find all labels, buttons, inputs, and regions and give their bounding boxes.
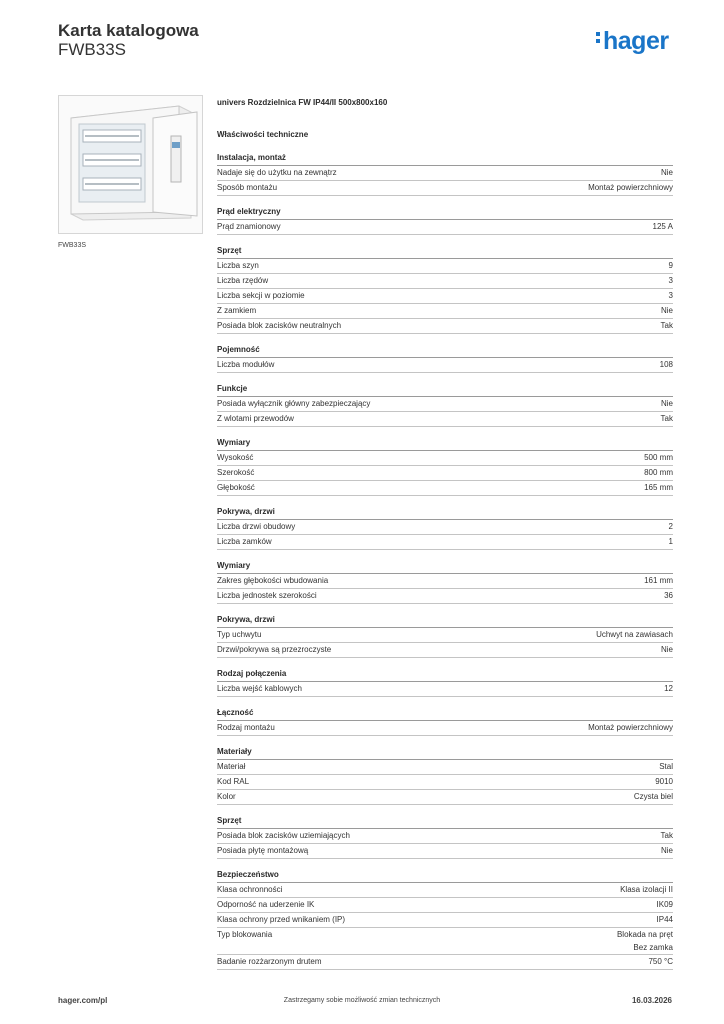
spec-label: Posiada blok zacisków uziemiających bbox=[217, 831, 350, 840]
spec-row bbox=[217, 574, 673, 589]
spec-label: Zakres głębokości wbudowania bbox=[217, 576, 329, 585]
section-heading: Bezpieczeństwo bbox=[217, 868, 673, 883]
spec-value: 2 bbox=[668, 522, 673, 531]
section-heading: Funkcje bbox=[217, 382, 673, 397]
spec-label: Posiada płytę montażową bbox=[217, 846, 309, 855]
spec-row bbox=[217, 721, 673, 736]
spec-label: Posiada blok zacisków neutralnych bbox=[217, 321, 342, 330]
spec-row bbox=[217, 304, 673, 319]
spec-value: Nie bbox=[660, 306, 673, 315]
spec-row bbox=[217, 928, 673, 955]
spec-sheet bbox=[217, 96, 673, 979]
spec-section bbox=[217, 613, 673, 658]
spec-row bbox=[217, 259, 673, 274]
spec-section bbox=[217, 559, 673, 604]
spec-value: 3 bbox=[668, 291, 673, 300]
spec-label: Liczba wejść kablowych bbox=[217, 684, 302, 693]
section-heading: Prąd elektryczny bbox=[217, 205, 673, 220]
spec-value: Montaż powierzchniowy bbox=[588, 183, 673, 192]
spec-row bbox=[217, 319, 673, 334]
section-heading: Sprzęt bbox=[217, 244, 673, 259]
spec-value: 36 bbox=[664, 591, 673, 600]
spec-label: Z zamkiem bbox=[217, 306, 257, 315]
spec-label: Liczba modułów bbox=[217, 360, 275, 369]
spec-value: 161 mm bbox=[644, 576, 673, 585]
distribution-board-icon bbox=[59, 96, 202, 233]
spec-row bbox=[217, 643, 673, 658]
section-heading: Instalacja, montaż bbox=[217, 151, 673, 166]
logo-text: hager bbox=[603, 27, 669, 55]
spec-value: 3 bbox=[668, 276, 673, 285]
product-image bbox=[58, 95, 203, 234]
spec-value: 108 bbox=[659, 360, 673, 369]
spec-label: Głębokość bbox=[217, 483, 255, 492]
logo-dots-icon bbox=[596, 32, 600, 46]
section-heading: Pokrywa, drzwi bbox=[217, 613, 673, 628]
spec-value: Montaż powierzchniowy bbox=[588, 723, 673, 732]
spec-section bbox=[217, 205, 673, 235]
spec-row bbox=[217, 466, 673, 481]
spec-section bbox=[217, 343, 673, 373]
footer-note: Zastrzegamy sobie możliwość zmian technicznych bbox=[283, 997, 441, 1004]
spec-row bbox=[217, 520, 673, 535]
spec-row bbox=[217, 775, 673, 790]
spec-label: Odporność na uderzenie IK bbox=[217, 900, 315, 909]
spec-section bbox=[217, 244, 673, 334]
spec-label: Liczba jednostek szerokości bbox=[217, 591, 317, 600]
spec-row bbox=[217, 913, 673, 928]
section-heading: Łączność bbox=[217, 706, 673, 721]
spec-label: Wysokość bbox=[217, 453, 254, 462]
footer-date: 16.03.2026 bbox=[631, 996, 672, 1005]
image-caption: FWB33S bbox=[58, 242, 87, 249]
spec-value: Klasa izolacji II bbox=[620, 885, 673, 894]
spec-value: 750 °C bbox=[648, 957, 673, 966]
section-heading: Rodzaj połączenia bbox=[217, 667, 673, 682]
spec-value: 9 bbox=[668, 261, 673, 270]
spec-label: Szerokość bbox=[217, 468, 255, 477]
specs-title: Właściwości techniczne bbox=[217, 130, 309, 139]
hager-logo bbox=[596, 27, 669, 56]
spec-row bbox=[217, 790, 673, 805]
spec-row bbox=[217, 412, 673, 427]
spec-value: Nie bbox=[660, 645, 673, 654]
spec-section bbox=[217, 382, 673, 427]
spec-value: Stal bbox=[659, 762, 673, 771]
spec-value: Tak bbox=[660, 831, 673, 840]
spec-row bbox=[217, 397, 673, 412]
spec-value: Nie bbox=[660, 846, 673, 855]
spec-label: Klasa ochrony przed wnikaniem (IP) bbox=[217, 915, 346, 924]
spec-label: Kod RAL bbox=[217, 777, 250, 786]
spec-section bbox=[217, 814, 673, 859]
spec-value: 1 bbox=[668, 537, 673, 546]
spec-label: Drzwi/pokrywa są przezroczyste bbox=[217, 645, 332, 654]
spec-value: Tak bbox=[660, 414, 673, 423]
spec-label: Kolor bbox=[217, 792, 236, 801]
section-heading: Pojemność bbox=[217, 343, 673, 358]
spec-row bbox=[217, 829, 673, 844]
section-heading: Pokrywa, drzwi bbox=[217, 505, 673, 520]
product-name: univers Rozdzielnica FW IP44/II 500x800x160 bbox=[217, 98, 388, 107]
spec-row bbox=[217, 628, 673, 643]
spec-label: Liczba sekcji w poziomie bbox=[217, 291, 305, 300]
spec-value: Czysta biel bbox=[633, 792, 673, 801]
spec-label: Typ blokowania bbox=[217, 930, 273, 939]
spec-label: Nadaje się do użytku na zewnątrz bbox=[217, 168, 337, 177]
spec-value: 165 mm bbox=[644, 483, 673, 492]
spec-row bbox=[217, 760, 673, 775]
footer-url[interactable]: hager.com/pl bbox=[58, 996, 108, 1005]
spec-row bbox=[217, 955, 673, 970]
spec-row bbox=[217, 220, 673, 235]
spec-value: 800 mm bbox=[644, 468, 673, 477]
spec-sections bbox=[217, 151, 673, 970]
spec-section bbox=[217, 436, 673, 496]
spec-section bbox=[217, 706, 673, 736]
spec-value: Tak bbox=[660, 321, 673, 330]
spec-row bbox=[217, 451, 673, 466]
section-heading: Sprzęt bbox=[217, 814, 673, 829]
spec-row bbox=[217, 274, 673, 289]
spec-label: Liczba zamków bbox=[217, 537, 272, 546]
spec-section bbox=[217, 745, 673, 805]
spec-row bbox=[217, 898, 673, 913]
spec-label: Prąd znamionowy bbox=[217, 222, 281, 231]
spec-value: Blokada na pręt Bez zamka bbox=[616, 930, 673, 952]
spec-label: Liczba drzwi obudowy bbox=[217, 522, 296, 531]
spec-label: Klasa ochronności bbox=[217, 885, 283, 894]
spec-value: Nie bbox=[660, 399, 673, 408]
spec-value: Uchwyt na zawiasach bbox=[596, 630, 673, 639]
spec-value: Nie bbox=[660, 168, 673, 177]
spec-label: Rodzaj montażu bbox=[217, 723, 275, 732]
spec-section bbox=[217, 505, 673, 550]
spec-value: 12 bbox=[664, 684, 673, 693]
spec-label: Sposób montażu bbox=[217, 183, 278, 192]
spec-row bbox=[217, 181, 673, 196]
spec-label: Z wlotami przewodów bbox=[217, 414, 294, 423]
spec-label: Materiał bbox=[217, 762, 246, 771]
spec-row bbox=[217, 289, 673, 304]
spec-row bbox=[217, 535, 673, 550]
spec-label: Posiada wyłącznik główny zabezpieczający bbox=[217, 399, 371, 408]
spec-row bbox=[217, 166, 673, 181]
spec-section bbox=[217, 667, 673, 697]
spec-label: Typ uchwytu bbox=[217, 630, 262, 639]
section-heading: Wymiary bbox=[217, 436, 673, 451]
spec-label: Liczba szyn bbox=[217, 261, 259, 270]
page-title: Karta katalogowa bbox=[58, 21, 199, 40]
spec-section bbox=[217, 868, 673, 970]
spec-row bbox=[217, 682, 673, 697]
spec-value: 500 mm bbox=[644, 453, 673, 462]
spec-row bbox=[217, 883, 673, 898]
spec-row bbox=[217, 358, 673, 373]
spec-value: IP44 bbox=[656, 915, 673, 924]
section-heading: Wymiary bbox=[217, 559, 673, 574]
spec-value: IK09 bbox=[656, 900, 673, 909]
spec-row bbox=[217, 481, 673, 496]
spec-value: 125 A bbox=[652, 222, 673, 231]
spec-row bbox=[217, 844, 673, 859]
spec-label: Badanie rozżarzonym drutem bbox=[217, 957, 322, 966]
section-heading: Materiały bbox=[217, 745, 673, 760]
product-code: FWB33S bbox=[58, 40, 127, 59]
spec-label: Liczba rzędów bbox=[217, 276, 269, 285]
spec-row bbox=[217, 589, 673, 604]
spec-value: 9010 bbox=[655, 777, 673, 786]
spec-section bbox=[217, 151, 673, 196]
